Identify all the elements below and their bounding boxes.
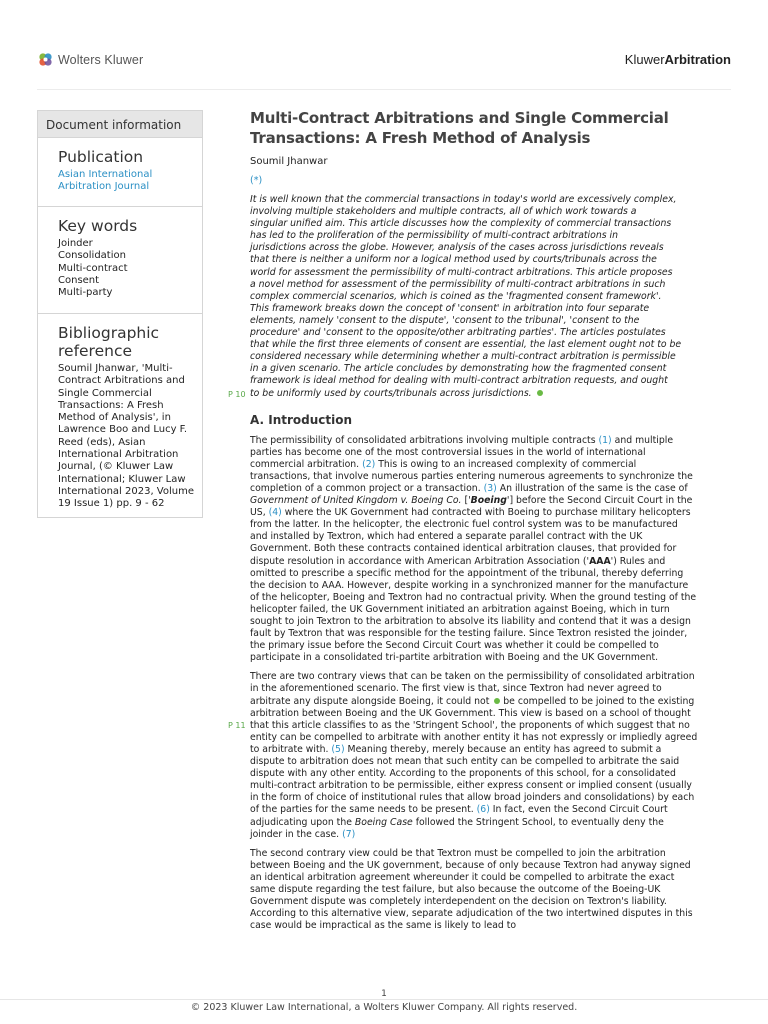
page-marker-10: P 10	[228, 390, 246, 399]
text: followed the Stringent School, to eventually deny the joinder in the case.	[250, 816, 664, 840]
title-line-2: Transactions: A Fresh Method of Analysis	[250, 128, 591, 147]
abstract-line: considered necessary while determining whether a multi-contract arbitration is permissible	[250, 351, 676, 363]
paragraph-3: The second contrary view could be that Textron must be compelled to join the arbitration between Boeing and the UK government, because of only because Textron had anyway signed an identical arbitration agreement whereunder it could be compelled to arbitrate the exact same dispute regarding the test failure, but also because the outcome of the Boeing-UK Government dispute was completely interdependent on the decision on Textron's liability. According to this alternative view, separate adjudication of the two intertwined disputes in this case would be impractical as the same is likely to lead to	[250, 847, 693, 932]
page-header	[0, 0, 768, 90]
bib-line: Lawrence Boo and Lucy F.	[58, 424, 188, 436]
text: ') Rules and omitted to prescribe a specific method for the appointment of the tribunal, thereby deferring the decision to AAA. However, despite working in a synchronized manner for the manufacture of the helicopter, Boeing and Textron had no contractual privity. When the ground testing of the helicopter failed, the UK Government initiated an arbitration against Boeing, which in turn sought to join Textron to the arbitration to absolve its liability and contend that it was a design fault by Textron that was responsible for the testing failure. Since Textron resisted the joinder, the primary issue before the Second Circuit Court was whether it could be compelled to participate in a consolidated tri-partite arbitration with Boeing and the UK Government.	[250, 555, 697, 664]
abstract-line: procedure' and 'consent to the opposite/other arbitrating parties'. The articles postulates	[250, 327, 666, 339]
aaa-abbrev: AAA	[589, 555, 611, 567]
keyword-item: Multi-contract	[58, 262, 128, 274]
abstract-line: jurisdictions across the globe. However, analysis of the cases across jurisdictions reveals	[250, 242, 664, 254]
text: Meaning thereby, merely because an entity has agreed to submit a dispute to arbitration does not mean that such entity can be compelled to arbitrate the said dispute with any other entity. According to the proponents of this school, for a consolidated multi-contract arbitration to be permissible, either express consent or implied consent (usually in the form of choice of institutional rules that allow broad joinders and consolidations) by each of the parties for the same needs to be present.	[250, 743, 695, 816]
footnote-link[interactable]: (1)	[598, 434, 612, 446]
abstract-line: to be uniformly used by courts/tribunals across jurisdictions.	[250, 387, 532, 399]
article-author: Soumil Jhanwar	[250, 156, 328, 167]
bib-line: Method of Analysis', in	[58, 412, 171, 424]
bibliographic-box	[37, 314, 203, 518]
abstract-line: has led to the proliferation of the permissibility of multi-contract arbitrations in	[250, 230, 618, 242]
author-note-link[interactable]: (*)	[250, 175, 263, 186]
bib-line: International 2023, Volume	[58, 485, 195, 497]
bib-line: Single Commercial	[58, 387, 152, 399]
abstract-line: involving multiple stakeholders and multiple contracts, all of which work towards a	[250, 206, 637, 218]
footnote-link[interactable]: (7)	[342, 828, 356, 840]
bib-line: 19 Issue 1) pp. 9 - 62	[58, 498, 165, 510]
brand-bold: Arbitration	[664, 52, 731, 67]
footer-divider	[0, 999, 768, 1000]
publication-box	[37, 138, 203, 207]
case-name: Boeing Case	[354, 816, 413, 828]
abstract-line: world for assessment the permissibility of multi-contract arbitrations. This article proposes	[250, 266, 673, 278]
abstract-line: complex commercial scenarios, which is coined as the 'fragmented consent framework'.	[250, 290, 662, 302]
abstract-line: elements, namely 'consent to the dispute', 'consent to the tribunal', 'consent to the	[250, 314, 640, 326]
document-info-heading: Document information	[37, 110, 203, 138]
bib-line: Soumil Jhanwar, 'Multi-	[58, 363, 173, 374]
bib-line: Transactions: A Fresh	[58, 399, 164, 411]
case-short-name: Boeing	[470, 495, 507, 507]
article-title	[250, 109, 698, 148]
footnote-link[interactable]: (5)	[331, 743, 345, 755]
text: be compelled to be joined to the existing arbitration between Boeing and the UK Government. This view is based on a school of thought that this article classifies to as the 'Stringent School', the proponents of which suggest that no entity can be compelled to arbitrate with another entity it has not expressly or impliedly agreed to arbitrate with.	[250, 695, 698, 755]
text: ['	[461, 495, 471, 507]
section-heading: A. Introduction	[250, 412, 353, 427]
bibliographic-title	[58, 324, 194, 360]
bib-line: International; Kluwer Law	[58, 473, 186, 485]
bib-line: Journal, (© Kluwer Law	[58, 461, 174, 473]
footnote-link[interactable]: (3)	[483, 482, 497, 494]
abstract-line: It is well known that the commercial transactions in today's world are excessively complex,	[250, 194, 677, 205]
wolters-kluwer-logo[interactable]	[37, 51, 143, 68]
bib-line: International Arbitration	[58, 449, 179, 461]
article-abstract	[250, 194, 698, 400]
paragraph-2	[250, 671, 698, 840]
keyword-item: Consent	[58, 274, 100, 286]
abstract-line: that while the first three elements of consent are essential, the last element ought not to be	[250, 339, 682, 351]
copyright-footer: © 2023 Kluwer Law International, a Wolters Kluwer Company. All rights reserved.	[190, 1002, 578, 1013]
logo-text: Wolters Kluwer	[58, 52, 144, 67]
text: The permissibility of consolidated arbitrations involving multiple contracts	[250, 434, 599, 446]
abstract-line: framework is ideal method for dealing with multi-contract arbitration requests, and ought	[250, 375, 668, 387]
header-divider	[37, 89, 731, 90]
bib-line: Contract Arbitrations and	[58, 375, 185, 387]
bib-line: Reed (eds), Asian	[58, 436, 146, 448]
abstract-line: a novel method for assessment of the permissibility of multi-contract arbitrations in such	[250, 278, 666, 290]
text: In fact, even the Second Circuit Court adjudicating upon the	[250, 804, 668, 828]
keyword-item: Multi-party	[58, 287, 113, 299]
text: '] before the Second Circuit Court in the US,	[250, 495, 693, 519]
journal-link-line-2[interactable]: Arbitration Journal	[58, 181, 150, 192]
page-marker-11: P 11	[228, 721, 246, 730]
case-name: Government of United Kingdom v. Boeing Co.	[250, 495, 462, 507]
bibliographic-title-line-2: reference	[58, 342, 133, 360]
keyword-item: Joinder	[58, 238, 93, 249]
kluwer-arbitration-brand[interactable]	[625, 52, 731, 67]
abstract-line: that there is neither a uniform nor a logical method used by courts/tribunals across the	[250, 254, 657, 266]
keywords-title: Key words	[58, 217, 138, 235]
page-number: 1	[381, 989, 387, 999]
keyword-item: Consolidation	[58, 250, 126, 262]
journal-link-line-1[interactable]: Asian International	[58, 169, 153, 180]
abstract-line-last	[250, 388, 698, 400]
footnote-link[interactable]: (4)	[268, 507, 282, 519]
text: There are two contrary views that can be taken on the permissibility of consolidated arbitration in the aforementioned scenario. The first view is that, since Textron had never agreed to arbitrate any dispute alongside Boeing, it could not	[250, 671, 695, 707]
abstract-line: This framework breaks down the concept of 'consent' in arbitration into four separate	[250, 302, 650, 314]
wolters-kluwer-logo-icon	[37, 51, 54, 68]
text: and multiple parties has become one of the most controversial issues in the world of international commercial arbitration.	[250, 434, 674, 470]
title-line-1: Multi-Contract Arbitrations and Single Commercial	[250, 109, 669, 127]
paragraph-1	[250, 435, 698, 665]
article-body	[250, 109, 698, 932]
brand-prefix: Kluwer	[624, 52, 665, 67]
footnote-link[interactable]: (2)	[362, 458, 376, 470]
footnote-link[interactable]: (6)	[476, 804, 490, 816]
document-info-sidebar	[37, 110, 203, 518]
text: where the UK Government had contracted with Boeing to purchase military helicopters from the latter. In the helicopter, the electronic fuel control system was to be manufactured and installed by Textron, which had entered a separate parallel contract with the UK Government. Both these contracts contained identical arbitration clauses, that provided for dispute resolution in accordance with American Arbitration Association ('	[250, 507, 691, 567]
green-dot-icon	[537, 390, 543, 396]
keywords-box	[37, 207, 203, 314]
text: An illustration of the same is the case of	[496, 482, 688, 494]
text: This is owing to an increased complexity of commercial transactions, that involve numerous parties entering numerous agreements to synchronize the completion of a common project or a transaction.	[250, 458, 693, 494]
abstract-line: in a given scenario. The article concludes by demonstrating how the fragmented consent	[250, 363, 667, 375]
publication-title: Publication	[58, 148, 144, 166]
bibliographic-title-line-1: Bibliographic	[58, 324, 160, 342]
abstract-line: singular unified aim. This article discusses how the complexity of commercial transactions	[250, 218, 672, 230]
